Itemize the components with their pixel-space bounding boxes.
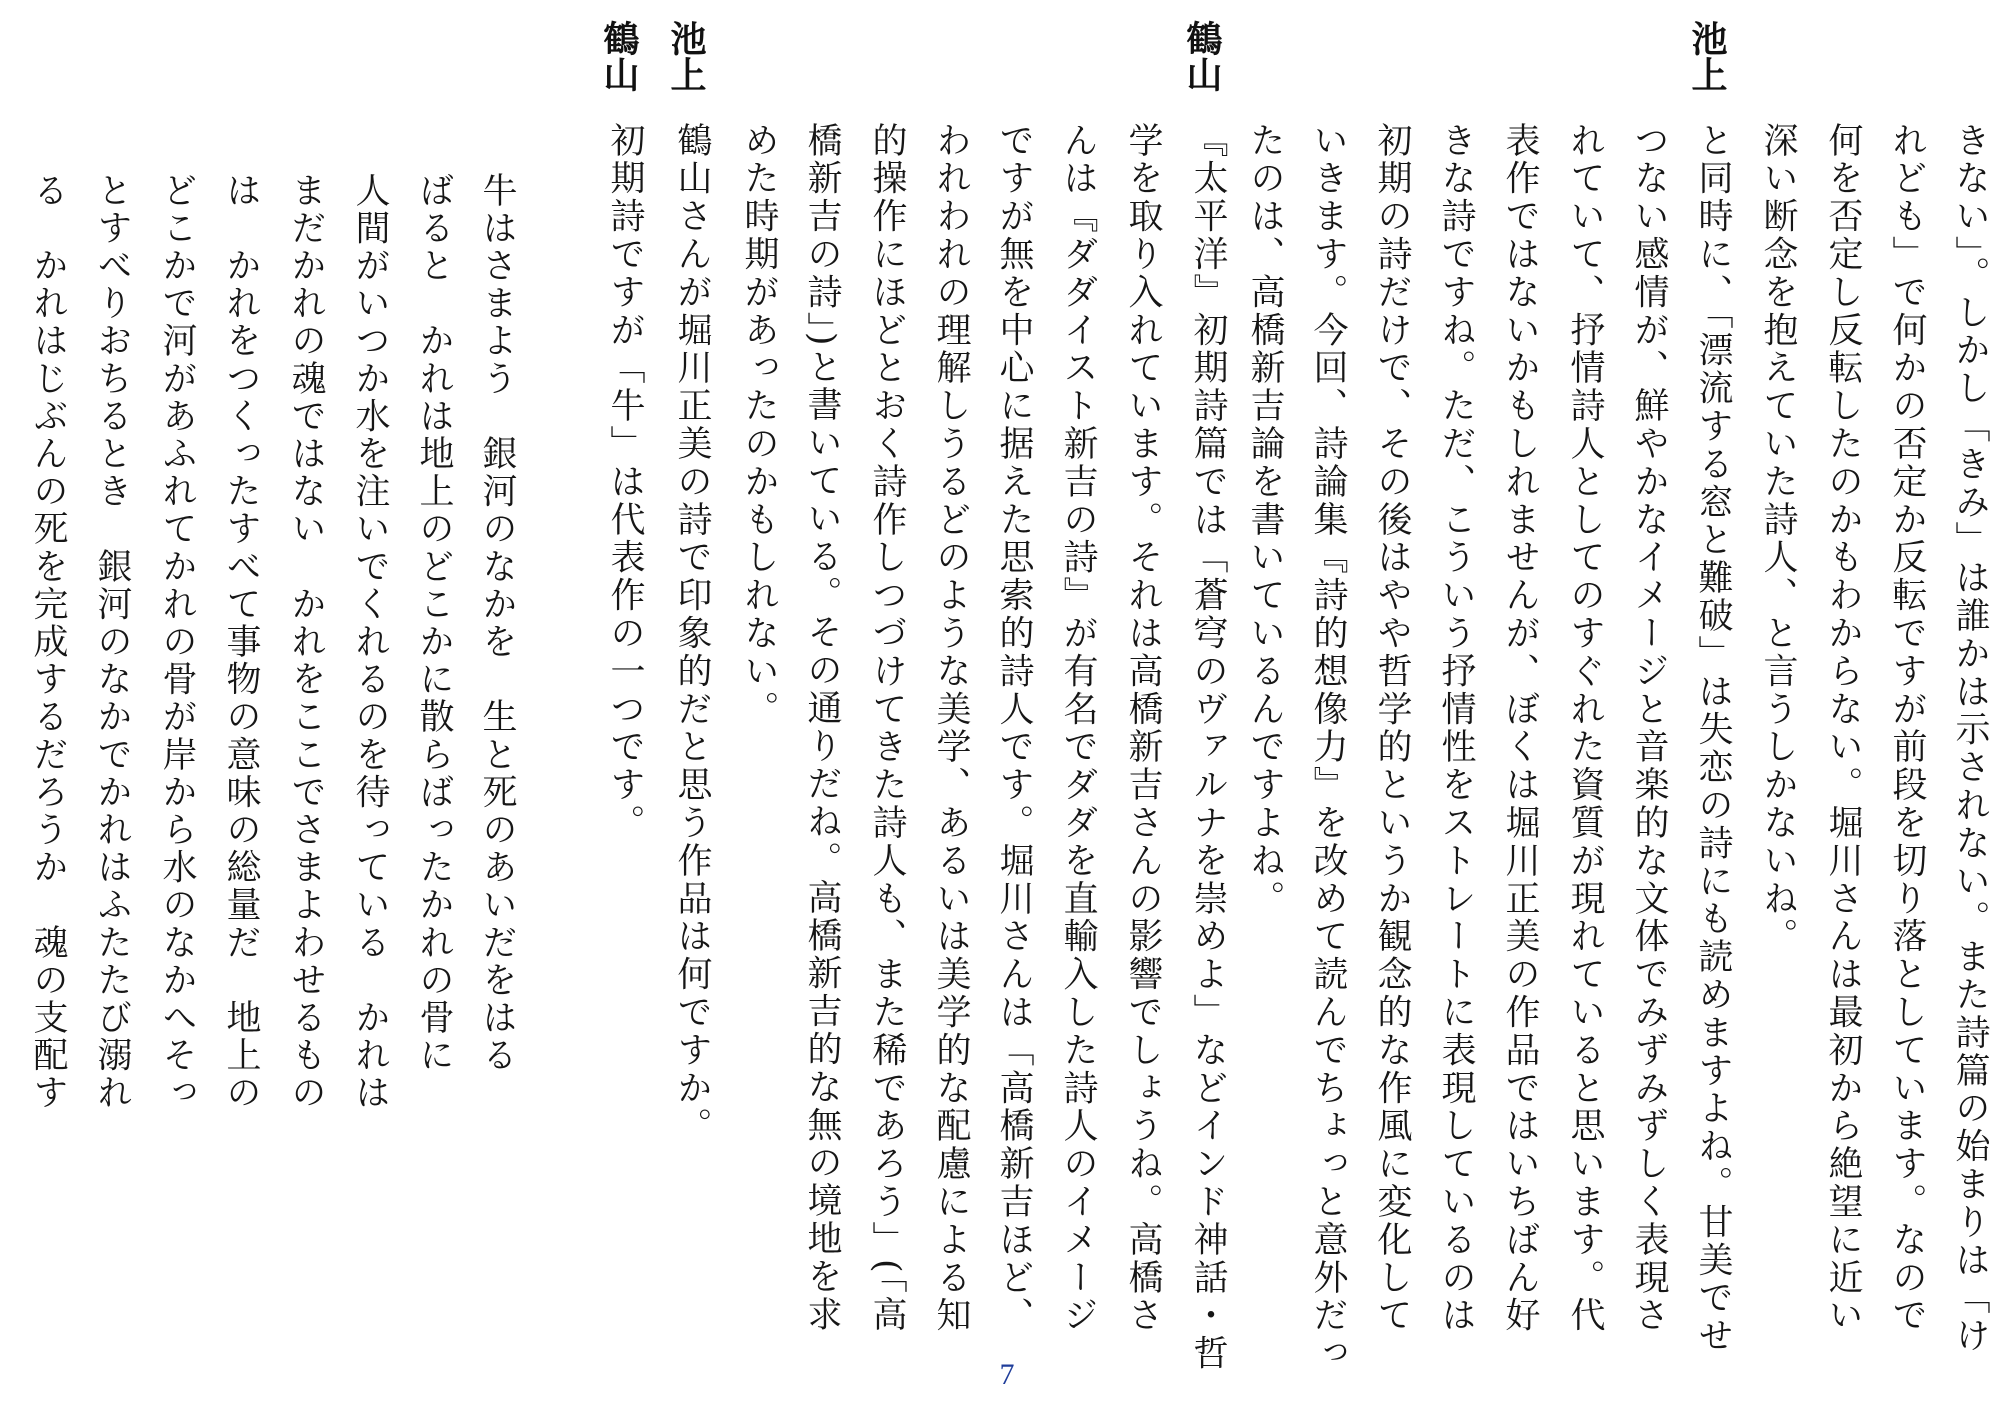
text-column-18: 的操作にほどとおく詩作しつづけてきた詩人も、また稀であろう」(「高 [867,122,907,1334]
poem-line-4: まだかれの魂ではない かれをここでさまよわせるもの [286,172,326,1112]
text-column-15: んは『ダダイスト新吉の詩』が有名でダダを直輸入した詩人のイメージ [1058,122,1098,1335]
poem-line-2: ばると かれは地上のどこかに散らばったかれの骨に [414,172,454,1075]
text-column-4: 深い断念を抱えていた詩人、と言うしかないね。 [1758,122,1798,956]
text-column-8: 表作ではないかもしれませんが、ぼくは堀川正美の作品ではいちばん好 [1500,122,1540,1335]
text-column-12: たのは、高橋新吉論を書いているんですよね。 [1245,122,1285,918]
poem-line-3: 人間がいつか水を注いでくれるのを待っている かれは [350,172,390,1112]
text-column-21: 鶴山さんが堀川正美の詩で印象的だと思う作品は何ですか。 [672,122,712,1146]
text-column-3: 何を否定し反転したのかもわからない。堀川さんは最初から絶望に近い [1823,122,1863,1335]
speaker-label-ikegami: 池上 [1686,20,1727,92]
text-column-1: きない」。しかし「きみ」は誰かは示されない。また詩篇の始まりは「け [1950,122,1990,1356]
text-column-11: いきます。今回、詩論集『詩的想像力』を改めて読んでちょっと意外だっ [1308,122,1348,1373]
text-column-20: めた時期があったのかもしれない。 [739,122,779,729]
page-number: 7 [999,1358,1015,1391]
text-column-17: われわれの理解しうるどのような美学、あるいは美学的な配慮による知 [931,122,971,1335]
text-column-13: 『太平洋』初期詩篇では「蒼穹のヴァルナを崇めよ」などインド神話・哲 [1188,122,1228,1373]
poem-line-5: は かれをつくったすべて事物の意味の総量だ 地上の [221,172,261,1112]
poem-line-6: どこかで河があふれてかれの骨が岸から水のなかへそっ [157,172,197,1112]
text-column-19: 橋新吉の詩」)と書いている。その通りだね。高橋新吉的な無の境地を求 [802,122,842,1334]
text-column-9: きな詩ですね。ただ、こういう抒情性をストレートに表現しているのは [1436,122,1476,1335]
speaker-label-tsuruyama: 鶴山 [1181,20,1222,92]
text-column-10: 初期の詩だけで、その後はやや哲学的というか観念的な作風に変化して [1372,122,1412,1335]
text-column-16: ですが無を中心に据えた思索的詩人です。堀川さんは「高橋新吉ほど、 [994,122,1034,1335]
text-column-6: つない感情が、鮮やかなイメージと音楽的な文体でみずみずしく表現さ [1629,122,1669,1335]
text-column-7: れていて、抒情詩人としてのすぐれた資質が現れていると思います。代 [1565,122,1605,1335]
poem-line-7: とすべりおちるとき 銀河のなかでかれはふたたび溺れ [92,172,132,1112]
text-column-2: れども」で何かの否定か反転ですが前段を切り落としています。なので [1887,122,1927,1335]
poem-line-1: 牛はさまよう 銀河のなかを 生と死のあいだをはる [477,172,517,1075]
text-column-22: 初期詩ですが「牛」は代表作の一つです。 [605,122,645,843]
text-column-14: 学を取り入れています。それは高橋新吉さんの影響でしょうね。高橋さ [1123,122,1163,1335]
poem-line-8: る かれはじぶんの死を完成するだろうか 魂の支配す [28,172,68,1112]
text-column-5: と同時に、「漂流する窓と難破」は失恋の詩にも読めますよね。甘美でせ [1693,122,1733,1356]
speaker-label-tsuruyama-2: 鶴山 [598,20,639,92]
speaker-label-ikegami-2: 池上 [665,20,706,92]
